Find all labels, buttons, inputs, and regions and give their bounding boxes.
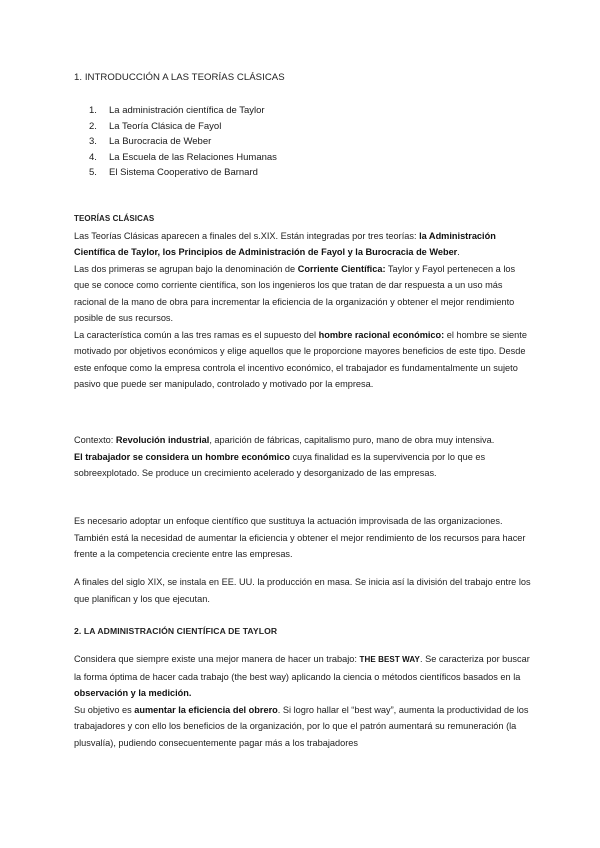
text-run: cuya finalidad es la supervivencia por lo que es sobreexplotado. Se produce un crecimiento acelerado y desorganizado de las empresas. [74, 451, 486, 478]
toc-number: 2. [89, 120, 97, 132]
paragraph [74, 261, 532, 327]
paragraph-necesario [74, 513, 532, 563]
paragraph-finales [74, 574, 532, 607]
taylor-section [74, 651, 532, 751]
toc-label: La Burocracia de Weber [109, 136, 212, 148]
text-run: Contexto: [74, 435, 116, 445]
bold-text: hombre racional económico: [318, 329, 445, 340]
bold-text: Revolución industrial [115, 435, 210, 445]
paragraph [74, 651, 532, 702]
text-run: Las Teorías Clásicas aparecen a finales del s.XIX. Están integradas por tres teorías: [74, 230, 420, 241]
bold-text: THE BEST WAY [359, 655, 420, 664]
toc-item [74, 119, 277, 135]
bold-text: la Administración Científica de Taylor, los Principios de Administración de Fayol y la Burocracia de Weber [74, 230, 496, 257]
toc-label: La Escuela de las Relaciones Humanas [109, 151, 277, 163]
section-heading-taylor-wrap [74, 623, 532, 640]
text-run: Taylor y Fayol pertenecen a los que se conoce como corriente científica, son los ingenieros los que tratan de dar respuesta a un uso más racional de la mano de obra para incrementar la eficiencia de la organización y obtener el mejor rendimiento posible de sus recursos. [74, 263, 516, 323]
toc-number: 4. [89, 151, 97, 163]
text-run: . Se caracteriza por buscar la forma óptima de hacer cada trabajo (the best way) aplicando la ciencia o métodos científicos basados en la [74, 654, 530, 682]
paragraph [74, 327, 532, 393]
text-run: . [457, 247, 460, 257]
paragraph [74, 449, 532, 482]
toc-item [74, 150, 277, 166]
bold-text: observación y la medición. [74, 688, 192, 698]
toc-label: La administración científica de Taylor [109, 105, 265, 116]
paragraph: Es necesario adoptar un enfoque científico que sustituya la actuación improvisada de las organizaciones. También está la necesidad de aumentar la eficiencia y obtener el mejor rendimiento de los recursos para hacer frente a la competencia creciente entre las empresas. [74, 516, 526, 559]
teorias-clasicas-section [74, 211, 532, 393]
paragraph [74, 228, 532, 261]
toc-number: 3. [89, 136, 97, 148]
section-heading-taylor: 2. LA ADMINISTRACIÓN CIENTÍFICA DE TAYLOR [74, 626, 278, 636]
text-run: el hombre se siente motivado por objetivos económicos y elige aquellos que le proporcione mayores beneficios de este tipo. Desde este enfoque como la empresa controla el incentivo económico, el trabajador es fundamentalmente un sujeto pasivo que puede ser manipulado, controlado y motivado por la empresa. [74, 329, 527, 389]
toc-item [74, 165, 277, 181]
context-section [74, 432, 532, 482]
toc-number: 5. [89, 167, 97, 179]
text-run: , aparición de fábricas, capitalismo puro, mano de obra muy intensiva. [209, 435, 495, 445]
subsection-title: TEORÍAS CLÁSICAS [74, 214, 155, 223]
paragraph [74, 702, 532, 752]
bold-text: aumentar la eficiencia del obrero [134, 704, 278, 715]
toc-label: La Teoría Clásica de Fayol [109, 120, 222, 132]
text-run: Considera que siempre existe una mejor manera de hacer un trabajo: [74, 654, 360, 664]
text-run: Su objetivo es [74, 704, 135, 715]
text-run: La característica común a las tres ramas es el supuesto del [74, 329, 319, 340]
section-heading-intro: 1. INTRODUCCIÓN A LAS TEORÍAS CLÁSICAS [74, 72, 285, 83]
paragraph [74, 432, 532, 449]
text-run: Las dos primeras se agrupan bajo la denominación de [74, 263, 298, 274]
bold-text: Corriente Científica: [297, 263, 386, 274]
toc-item [74, 103, 277, 119]
toc-item [74, 134, 277, 150]
text-run: . Si logro hallar el “best way”, aumenta la productividad de los trabajadores y con ello los beneficios de la organización, por lo que el patrón aumentará su remuneración (la plusvalía), pudiendo consecuentemente pagar más a los trabajadores [74, 704, 529, 748]
paragraph: A finales del siglo XIX, se instala en EE. UU. la producción en masa. Se inicia así la división del trabajo entre los que planifican y los que ejecutan. [74, 577, 531, 604]
toc-label: El Sistema Cooperativo de Barnard [109, 167, 258, 179]
table-of-contents [74, 103, 277, 181]
toc-number: 1. [89, 105, 97, 116]
bold-text: El trabajador se considera un hombre económico [74, 451, 290, 462]
